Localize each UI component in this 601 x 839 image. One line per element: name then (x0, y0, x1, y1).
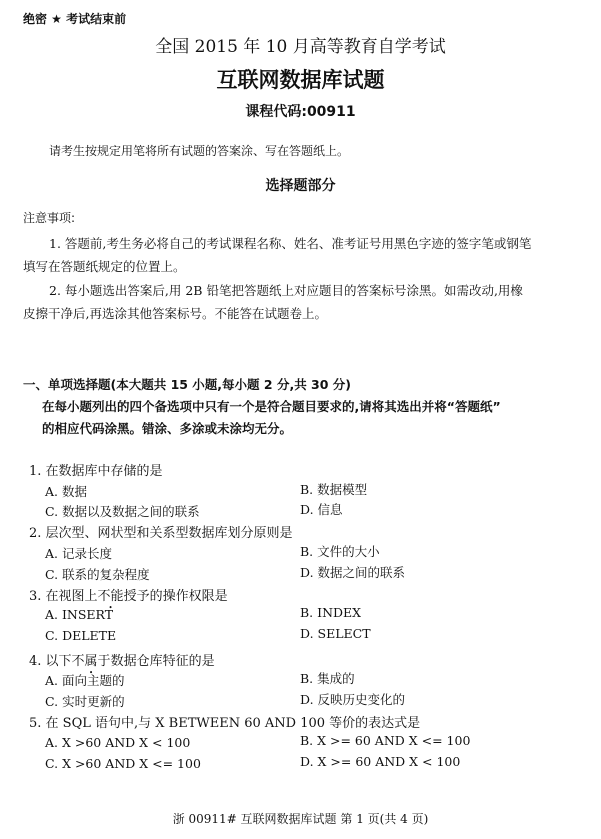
q3-stem-pre: 3. 在视图上 (29, 589, 98, 604)
question-5-stem: 5. 在 SQL 语句中,与 X BETWEEN 60 AND 100 等价的表达式是 (29, 716, 421, 731)
q2-option-d: D. 数据之间的联系 (300, 565, 406, 580)
q1-option-d: D. 信息 (300, 502, 343, 517)
subject-title: 互联网数据库试题 (216, 68, 385, 92)
q4-stem-post: 数据仓库特征的是 (110, 654, 215, 669)
general-instruction: 请考生按规定用笔将所有试题的答案涂、写在答题纸上。 (49, 144, 350, 158)
q4-option-c: C. 实时更新的 (45, 694, 125, 709)
note-1-line-2: 填写在答题纸规定的位置上。 (23, 259, 186, 274)
question-3-stem (29, 585, 228, 604)
q3-option-d: D. SELECT (300, 626, 371, 641)
q3-stem-post: 授予的操作权限是 (123, 589, 228, 604)
page-footer: 浙 00911# 互联网数据库试题 第 1 页(共 4 页) (172, 812, 429, 826)
q5-option-a: A. X >60 AND X < 100 (45, 735, 191, 750)
question-1-stem: 1. 在数据库中存储的是 (29, 464, 163, 479)
q5-option-b: B. X >= 60 AND X <= 100 (300, 733, 471, 748)
q4-option-b: B. 集成的 (300, 671, 355, 686)
part1-heading: 一、单项选择题(本大题共 15 小题,每小题 2 分,共 30 分) (23, 377, 352, 392)
course-code: 课程代码:00911 (245, 104, 356, 120)
section-heading: 选择题部分 (265, 178, 336, 194)
note-1-line-1: 1. 答题前,考生务必将自己的考试课程名称、姓名、准考证号用黑色字迹的签字笔或钢笔 (49, 236, 532, 251)
q2-option-c: C. 联系的复杂程度 (45, 567, 150, 582)
q2-option-a: A. 记录长度 (45, 546, 112, 561)
q2-option-b: B. 文件的大小 (300, 544, 380, 559)
note-2-line-2: 皮擦干净后,再选涂其他答案标号。不能答在试题卷上。 (23, 306, 327, 321)
q4-option-d: D. 反映历史变化的 (300, 692, 406, 707)
secret-mark: 绝密 ★ 考试结束前 (23, 12, 127, 26)
question-2-stem: 2. 层次型、网状型和关系型数据库划分原则是 (29, 526, 293, 541)
note-2-line-1: 2. 每小题选出答案后,用 2B 铅笔把答题纸上对应题目的答案标号涂黑。如需改动,用橡 (49, 283, 523, 298)
part1-desc-line-2: 的相应代码涂黑。错涂、多涂或未涂均无分。 (42, 421, 293, 436)
q4-option-a: A. 面向主题的 (45, 673, 125, 688)
q1-option-a: A. 数据 (45, 484, 87, 499)
q5-option-c: C. X >60 AND X <= 100 (45, 756, 201, 771)
q1-option-c: C. 数据以及数据之间的联系 (45, 504, 200, 519)
q4-stem-emphasis: 不属于 (71, 654, 111, 669)
notes-heading: 注意事项: (23, 211, 76, 225)
question-4-stem (29, 650, 215, 669)
part1-desc-line-1: 在每小题列出的四个备选项中只有一个是符合题目要求的,请将其选出并将“答题纸” (42, 399, 501, 414)
q3-stem-emphasis: 不能 (97, 589, 124, 604)
q5-option-d: D. X >= 60 AND X < 100 (300, 754, 461, 769)
q3-option-c: C. DELETE (45, 628, 117, 643)
q1-option-b: B. 数据模型 (300, 482, 368, 497)
q3-option-a: A. INSERT (45, 607, 114, 622)
q4-stem-pre: 4. 以下 (29, 654, 72, 669)
exam-title: 全国 2015 年 10 月高等教育自学考试 (155, 37, 446, 57)
q3-option-b: B. INDEX (300, 605, 362, 620)
